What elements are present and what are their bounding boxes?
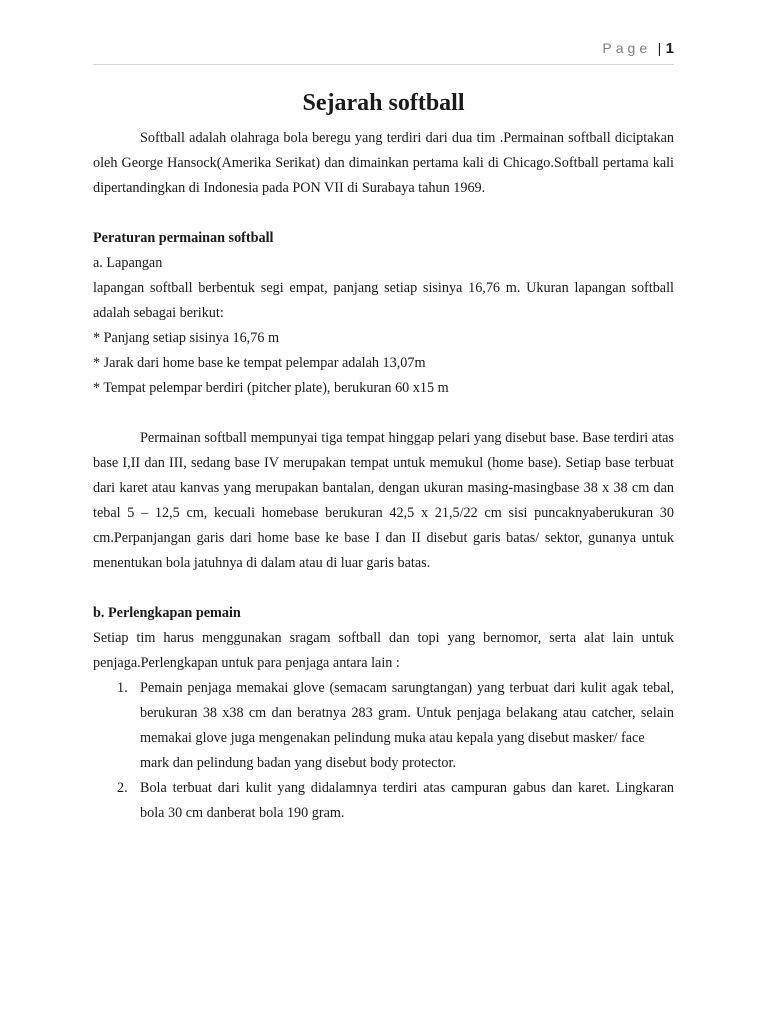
field-bullet: * Tempat pelempar berdiri (pitcher plate), berukuran 60 x15 m (93, 380, 449, 396)
list-item-text: Pemain penjaga memakai glove (semacam sarungtangan) yang terbuat dari kulit agak tebal, berukuran 38 x38 cm dan beratnya 283 gram. Untuk penjaga belakang atau catcher, selain memakai glove juga mengenakan pelindung muka atau kepala yang disebut masker/ face (140, 680, 674, 746)
spacer (93, 401, 674, 426)
document-body (93, 86, 674, 826)
intro-paragraph: Softball adalah olahraga bola beregu yang terdiri dari dua tim .Permainan softball diciptakan oleh George Hansock(Amerika Serikat) dan dimainkan pertama kali di Chicago.Softball pertama kali dipertandingkan di Indonesia pada PON VII di Surabaya tahun 1969. (93, 130, 674, 196)
field-bullet: * Panjang setiap sisinya 16,76 m (93, 330, 279, 346)
page-separator: | (657, 40, 662, 56)
page-header (93, 40, 674, 65)
list-item-number: 1. (117, 680, 128, 696)
document-title: Sejarah softball (302, 90, 465, 116)
list-item-text: Bola terbuat dari kulit yang didalamnya terdiri atas campuran gabus dan karet. Lingkaran bola 30 cm danberat bola 190 gram. (140, 780, 674, 821)
equipment-list (93, 676, 674, 826)
page-label: Page (602, 40, 652, 56)
rules-subheading-field: a. Lapangan (93, 255, 163, 271)
field-bullet: * Jarak dari home base ke tempat pelempar adalah 13,07m (93, 355, 426, 371)
base-paragraph: Permainan softball mempunyai tiga tempat hinggap pelari yang disebut base. Base terdiri atas base I,II dan III, sedang base IV merupakan tempat untuk memukul (home base). Setiap base terbuat dari karet atau kanvas yang merupakan bantalan, dengan ukuran masing-masingbase 38 x 38 cm dan tebal 5 – 12,5 cm, kecuali homebase berukuran 42,5 x 21,5/22 cm sisi puncaknyaberukuran 30 cm.Perpanjangan garis dari home base ke base I dan II disebut garis batas/ sektor, gunanya untuk menentukan bola jatuhnya di dalam atau di luar garis batas. (93, 430, 674, 571)
list-item-continuation: mark dan pelindung badan yang disebut body protector. (140, 755, 456, 771)
equipment-heading: b. Perlengkapan pemain (93, 605, 241, 621)
page-number: 1 (665, 40, 674, 57)
list-item (93, 676, 674, 776)
rules-heading: Peraturan permainan softball (93, 230, 274, 246)
field-description: lapangan softball berbentuk segi empat, panjang setiap sisinya 16,76 m. Ukuran lapangan softball adalah sebagai berikut: (93, 280, 674, 321)
list-item (93, 776, 674, 826)
equipment-intro: Setiap tim harus menggunakan sragam softball dan topi yang bernomor, serta alat lain untuk penjaga.Perlengkapan untuk para penjaga antara lain : (93, 630, 674, 671)
list-item-number: 2. (117, 780, 128, 796)
